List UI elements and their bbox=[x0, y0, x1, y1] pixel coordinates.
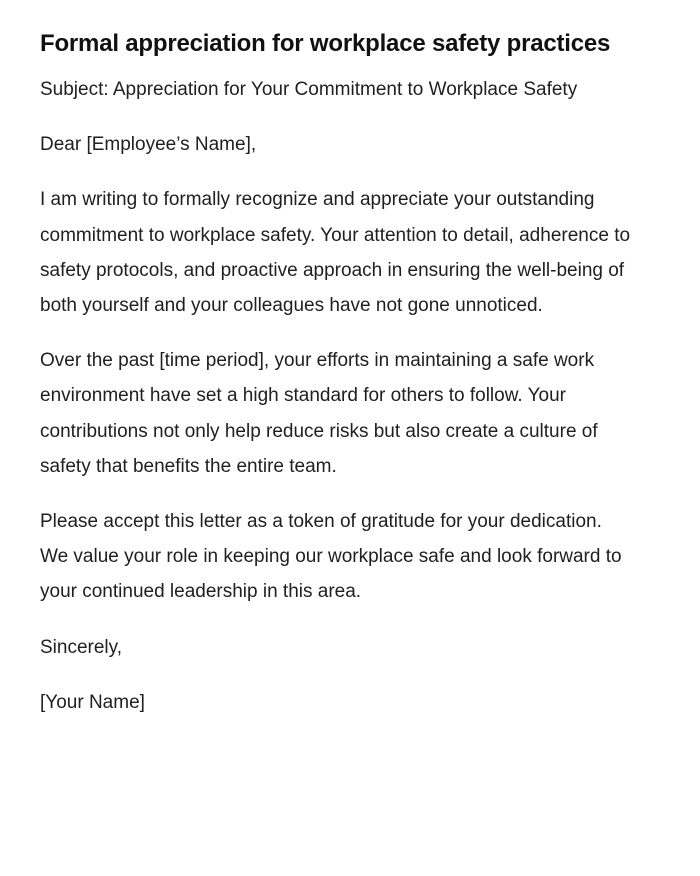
letter-closing: Sincerely, bbox=[40, 636, 123, 658]
letter-subject: Subject: Appreciation for Your Commitment to Workplace Safety bbox=[40, 79, 578, 100]
letter-document bbox=[40, 22, 632, 740]
letter-paragraph-2: Over the past [time period], your efforts in maintaining a safe work environment have set a high standard for others to follow. Your contributions not only help reduce risks but also create a culture of safety that benefits the entire team. bbox=[40, 350, 598, 477]
letter-salutation: Dear [Employee’s Name], bbox=[40, 134, 257, 156]
letter-paragraph-1: I am writing to formally recognize and appreciate your outstanding commitment to workplace safety. Your attention to detail, adherence to safety protocols, and proactive approach in ensuring the well-being of both yourself and your colleagues have not gone unnoticed. bbox=[40, 189, 631, 317]
letter-signature: [Your Name] bbox=[40, 691, 145, 713]
letter-title: Formal appreciation for workplace safety practices bbox=[40, 30, 611, 57]
letter-paragraph-3: Please accept this letter as a token of gratitude for your dedication. We value your role in keeping our workplace safe and look forward to your continued leadership in this area. bbox=[40, 511, 622, 603]
